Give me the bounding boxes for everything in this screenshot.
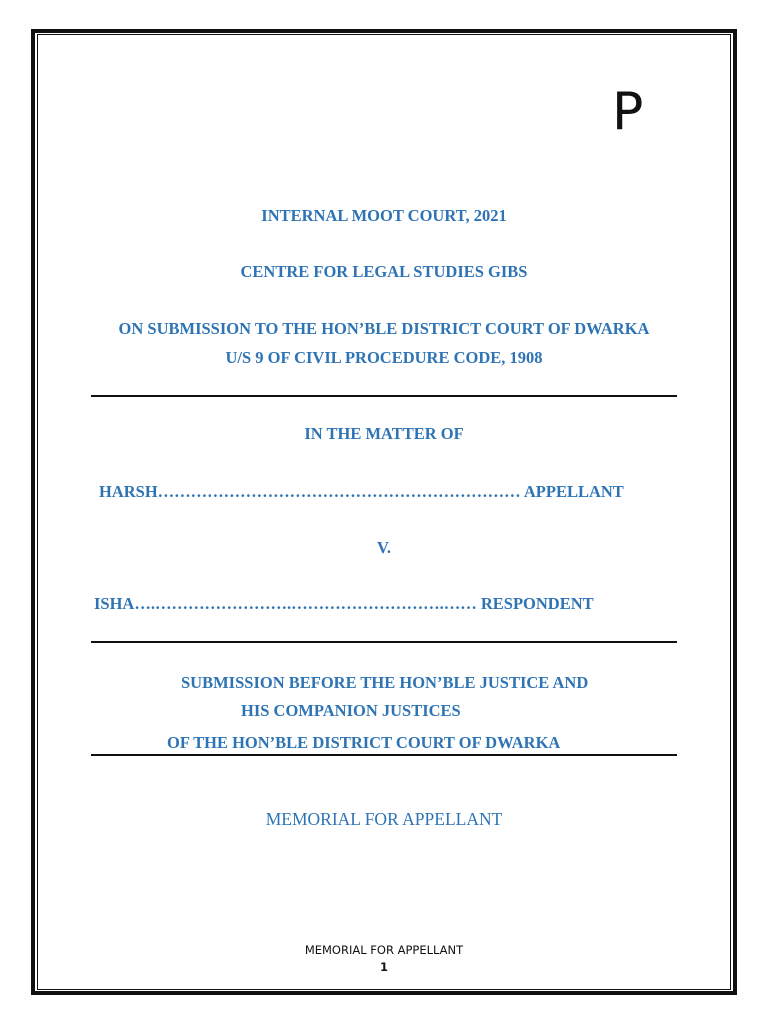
institution-name: CENTRE FOR LEGAL STUDIES GIBS — [240, 262, 528, 281]
before-line-1: SUBMISSION BEFORE THE HON’BLE JUSTICE AND — [181, 673, 589, 692]
divider-rule — [91, 754, 677, 756]
divider-rule — [91, 641, 677, 643]
before-line-2: HIS COMPANION JUSTICES — [241, 701, 461, 720]
competition-title: INTERNAL MOOT COURT, 2021 — [261, 206, 507, 225]
footer-label: MEMORIAL FOR APPELLANT — [304, 943, 464, 957]
matter-heading: IN THE MATTER OF — [304, 424, 464, 443]
submission-line-2: U/S 9 OF CIVIL PROCEDURE CODE, 1908 — [225, 348, 543, 367]
respondent-line: ISHA….…………………….……………………….…… RESPONDENT — [94, 594, 594, 613]
team-code: P — [612, 82, 644, 142]
before-line-3: OF THE HON’BLE DISTRICT COURT OF DWARKA — [167, 733, 561, 752]
appellant-line: HARSH………………………………………………………… APPELLANT — [99, 482, 624, 501]
versus-text: V. — [377, 538, 391, 557]
page-border-inner — [37, 34, 731, 990]
memorial-title: MEMORIAL FOR APPELLANT — [265, 809, 503, 829]
submission-line-1: ON SUBMISSION TO THE HON’BLE DISTRICT COURT OF DWARKA — [118, 319, 650, 338]
divider-rule — [91, 395, 677, 397]
page-number: 1 — [379, 960, 388, 974]
